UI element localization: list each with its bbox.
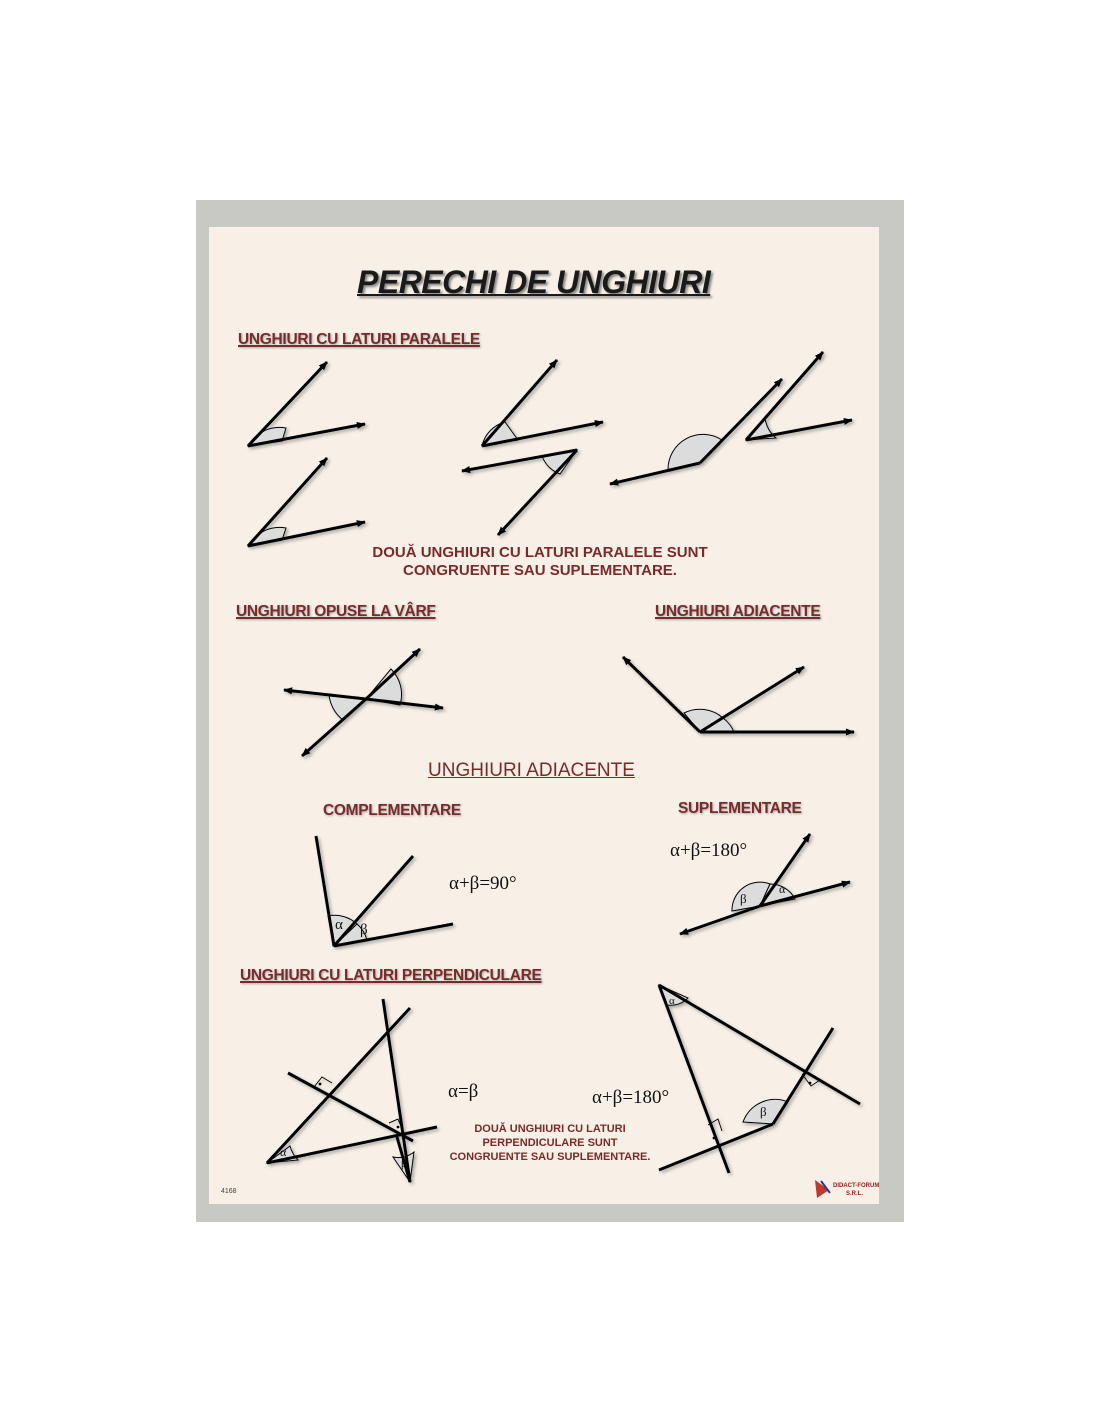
section-perpendicular-heading: UNGHIURI CU LATURI PERPENDICULARE [240,967,542,984]
perp2-alpha-label: α [669,995,675,1007]
parallel-note-line2: CONGRUENTE SAU SUPLEMENTARE. [403,562,677,579]
parallel-note-line1: DOUĂ UNGHIURI CU LATURI PARALELE SUNT [372,544,708,561]
perp-equal-formula: α=β [448,1081,479,1102]
perpendicular-note [420,1122,680,1164]
parallel-note [330,544,750,580]
perpendicular-diagram-2 [659,985,860,1173]
complementary-alpha-label: α [335,917,343,933]
publisher-logo [815,1180,879,1198]
perp1-alpha-label: α [280,1145,287,1159]
perp1-beta-label: β [401,1156,408,1170]
supplementary-alpha-label: α [779,882,786,896]
poster-code: 4168 [221,1188,237,1195]
section-vertical-heading: UNGHIURI OPUSE LA VÂRF [236,603,436,620]
parallel-angle-3 [462,360,603,535]
complementary-formula: α+β=90° [449,873,517,894]
page-title: PERECHI DE UNGHIURI [357,264,711,300]
section-adjacent-heading: UNGHIURI ADIACENTE [655,603,821,620]
vertical-angles-diagram [284,649,443,756]
perp-note-line1: DOUĂ UNGHIURI CU LATURI [474,1123,626,1135]
parallel-angle-2 [248,458,365,546]
supplementary-heading: SUPLEMENTARE [678,800,802,817]
perpendicular-diagram-1 [267,999,437,1182]
section-adjacent-main-heading: UNGHIURI ADIACENTE [428,760,635,781]
publisher-suffix: S.R.L. [846,1191,864,1197]
parallel-angle-1 [248,362,365,446]
publisher-name: DIDACT-FORUM [833,1183,880,1189]
perp-note-line3: CONGRUENTE SAU SUPLEMENTARE. [449,1151,651,1163]
supplementary-beta-label: β [740,891,747,906]
perp2-beta-label: β [760,1104,767,1119]
complementary-beta-label: β [360,922,368,938]
parallel-angle-4 [610,352,852,484]
supplementary-formula: α+β=180° [670,840,748,861]
complementary-heading: COMPLEMENTARE [323,802,461,819]
perp-supp-formula: α+β=180° [592,1087,670,1108]
perp-note-line2: PERPENDICULARE SUNT [482,1137,618,1149]
adjacent-angles-diagram [623,657,854,732]
section-parallel-heading: UNGHIURI CU LATURI PARALELE [238,331,480,348]
